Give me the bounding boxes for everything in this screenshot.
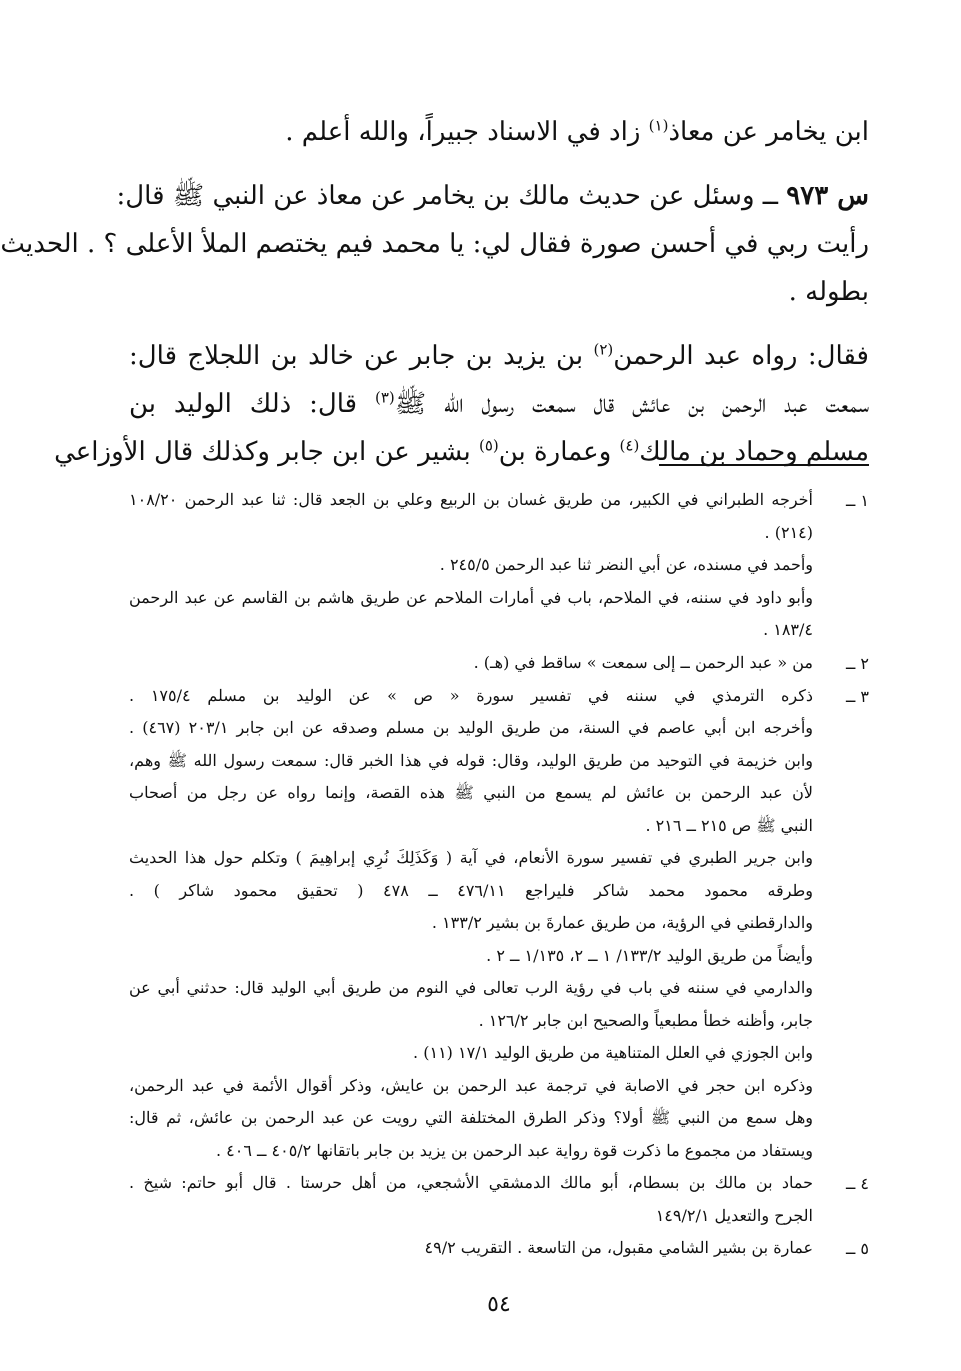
text-line: رأيت ربي في أحسن صورة فقال لي: يا محمد فيم يختصم الملأ الأعلى ؟ . الحديث — [0, 229, 869, 259]
main-text — [0, 108, 870, 476]
text-line: بطوله . — [788, 277, 869, 307]
footnote-line: ١٨٣/٤ . — [763, 620, 813, 639]
footnote-line: وهل سمع من النبي ﷺ أولا؟ وذكر الطرق المختلفة التي رويت عن عبد الرحمن بن عائش، ثم قال: — [129, 1108, 813, 1127]
text-span: زاد في الاسناد جبيراً، والله أعلم . — [285, 117, 649, 147]
text-span: بشير عن ابن جابر وكذلك قال الأوزاعي — [54, 437, 479, 467]
text-span: مسلم وحماد بن مالك — [639, 437, 869, 467]
footnote-body — [129, 1232, 813, 1265]
footnote-number: ١ ــ — [845, 491, 869, 510]
footnote-line: والدارمي في سننه في باب في رؤية الرب تعالى في النوم من طريق أبي الوليد قال: حدثني أبي عن — [129, 978, 813, 997]
footnote-line: وابن جرير الطبري في تفسير سورة الأنعام، في آية ( وَكَذَلِكَ نُرِي إبراهِيمَ ) وتكلم حول هذا الحديث — [129, 848, 813, 867]
footnote-body — [129, 1167, 813, 1232]
footnote — [129, 1167, 869, 1232]
footnote-ref: (٢) — [593, 340, 614, 359]
footnote-body — [129, 647, 813, 680]
footnote-line: حماد بن مالك بن بسطام، أبو مالك الدمشقي الأشجعي، من أهل حرستا . قال أبو حاتم: شيخ . — [129, 1173, 813, 1192]
footnote-line: ويستفاد من مجموع ما ذكرت قوة رواية عبد الرحمن بن يزيد بن جابر باتقانها ٤٠٥/٢ ــ ٤٠٦ . — [216, 1140, 813, 1160]
footnote-line: من « عبد الرحمن ــ إلى سمعت » ساقط في (هـ) . — [473, 652, 813, 672]
footnote-line: النبي ﷺ ص ٢١٥ ــ ٢١٦ . — [645, 815, 813, 835]
footnote-number: ٤ ــ — [845, 1174, 869, 1193]
text-line — [129, 108, 869, 156]
footnote-line: وأيضاً من طريق الوليد ١٣٣/٢/ ١ ــ ٢، ١/١٣٥ ــ ٢ . — [486, 945, 813, 965]
question-number: س ٩٧٣ — [786, 181, 869, 211]
footnote-line: وطرقه محمود محمد شاكر فليراجع ٤٧٦/١١ ــ ٤٧٨ ( تحقيق محمود شاكر ) . — [129, 880, 813, 900]
answer-paragraph — [54, 332, 870, 476]
footnote-ref: (٤) — [619, 436, 640, 455]
footnote-line: ذكره الترمذي في سننه في تفسير سورة « ص » عن الوليد بن مسلم ١٧٥/٤ . — [129, 685, 814, 705]
text-span: سمعت عبد الرحمن بن عائش قال سمعت رسول الله ﷺ — [394, 389, 870, 419]
text-line — [116, 172, 869, 220]
text-line — [129, 380, 869, 428]
footnote-line: وابن خزيمة في التوحيد من طريق الوليد، وقال: قوله في هذا الخبر قال: سمعت رسول الله ﷺ وهم، — [129, 750, 813, 770]
text-span: وعمارة بن — [498, 437, 620, 467]
text-span: ــ وسئل عن حديث مالك بن يخامر عن معاذ عن النبي ﷺ قال: — [116, 181, 787, 211]
footnote-body — [129, 680, 813, 1168]
footnote-number: ٣ ــ — [845, 686, 869, 706]
footnote-line: أخرجه الطبراني في الكبير، من طريق غسان بن الربيع وعلي بن الجعد قال: ثنا عبد الرحمن ١٠٨/٢٠ — [129, 490, 813, 509]
footnote-body — [129, 484, 813, 647]
footnote-line: والدارقطني في الرؤية، من طريق عمارةَ بن بشير ١٣٣/٢ . — [431, 913, 813, 932]
footnote-ref: (١) — [648, 116, 669, 135]
footnote-number: ٢ ــ — [845, 653, 869, 673]
footnote — [129, 647, 869, 680]
footnote-line: لأن عبد الرحمن بن عائش لم يسمع من النبي ﷺ هذه القصة، وإنما رواه عن رجل من أصحاب — [129, 783, 813, 802]
footnote — [129, 1232, 869, 1265]
footnote-line: وأحمد في مسنده، عن أبي النضر ثنا عبد الرحمن ٢٤٥/٥ . — [439, 555, 813, 574]
footnote-line: جابر، وأظنه خطأ مطبعياً والصحيح ابن جابر ١٢٦/٢ . — [478, 1010, 813, 1030]
footnote-line: وذكره ابن حجر في الاصابة في ترجمة عبد الرحمن بن عايش، وذكر أقوال الأئمة في عبد الرحمن، — [129, 1075, 813, 1095]
footnote-line: الجرح والتعديل ١٤٩/٢/١ — [655, 1205, 813, 1225]
page-number: ٥٤ — [487, 1292, 511, 1317]
footnote-separator — [659, 464, 869, 466]
text-span: ابن يخامر عن معاذ — [668, 117, 869, 147]
text-span: قال: ذلك الوليد بن — [129, 389, 375, 419]
footnote-ref: (٥) — [478, 436, 499, 455]
text-line — [129, 332, 869, 380]
footnote-ref: (٣) — [374, 388, 395, 407]
footnote-number: ٥ ــ — [845, 1239, 869, 1258]
footnote — [129, 680, 869, 1168]
text-line — [54, 428, 869, 476]
footnote-line: (٢١٤) . — [764, 522, 813, 542]
question-paragraph — [0, 172, 869, 316]
text-span: بن يزيد بن جابر عن خالد بن اللجلاج قال: — [129, 341, 594, 371]
footnote-line: وأبو داود في سننه، في الملاحم، باب في أمارات الملاحم عن طريق هاشم بن القاسم عن عبد الرحمن — [129, 587, 814, 607]
footnote-line: عمارة بن بشير الشامي مقبول، من التاسعة . التقريب ٤٩/٢ — [424, 1238, 813, 1257]
footnote-line: وابن الجوزي في العلل المتناهية من طريق الوليد ١٧/١ (١١) . — [413, 1043, 813, 1062]
footnote-line: وأخرجه ابن أبي عاصم في السنة، من طريق الوليد بن مسلم وصدقه عن ابن جابر ٢٠٣/١ (٤٦٧) . — [129, 718, 813, 737]
footnotes — [129, 484, 869, 1265]
text-span: فقال: رواه عبد الرحمن — [613, 341, 869, 371]
footnote — [129, 484, 869, 647]
